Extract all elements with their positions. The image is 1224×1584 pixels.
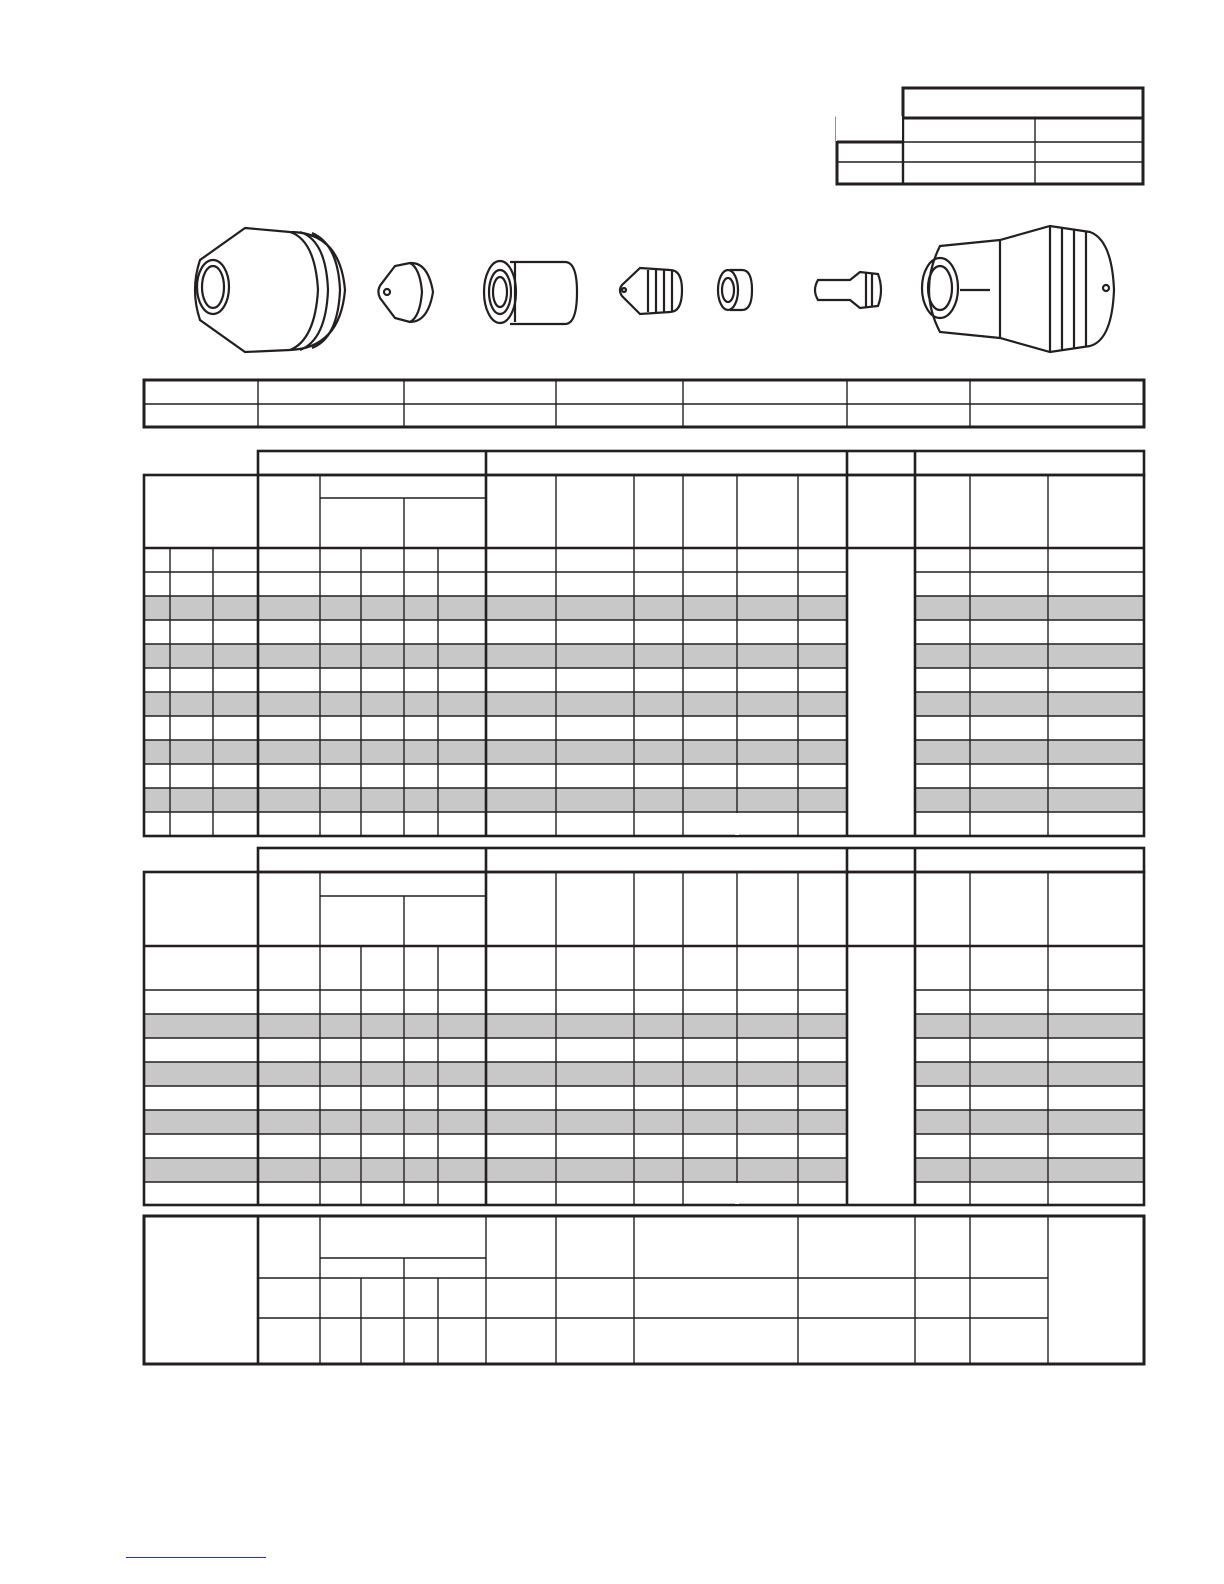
shaded-row [144,596,847,620]
chart2-group-header [258,848,1144,872]
shaded-row [915,788,1144,812]
shaded-row [915,596,1144,620]
shaded-row [915,1110,1144,1134]
shaded-row [915,740,1144,764]
shaded-row [144,1158,847,1182]
shaded-row [144,788,847,812]
chart1-group-header [258,451,1144,475]
shaded-row [915,1158,1144,1182]
shaded-row [915,644,1144,668]
shaded-row [144,692,847,716]
bevel-table-frame [144,1216,1144,1364]
shaded-row [144,1110,847,1134]
shaded-row [144,1062,847,1086]
shaded-row [144,1014,847,1038]
footer-link-underline[interactable] [126,1557,266,1558]
shaded-row [144,644,847,668]
shaded-row [915,1014,1144,1038]
shaded-row [144,740,847,764]
header-box-top [903,88,1143,118]
shaded-row [915,692,1144,716]
shaded-row [915,1062,1144,1086]
